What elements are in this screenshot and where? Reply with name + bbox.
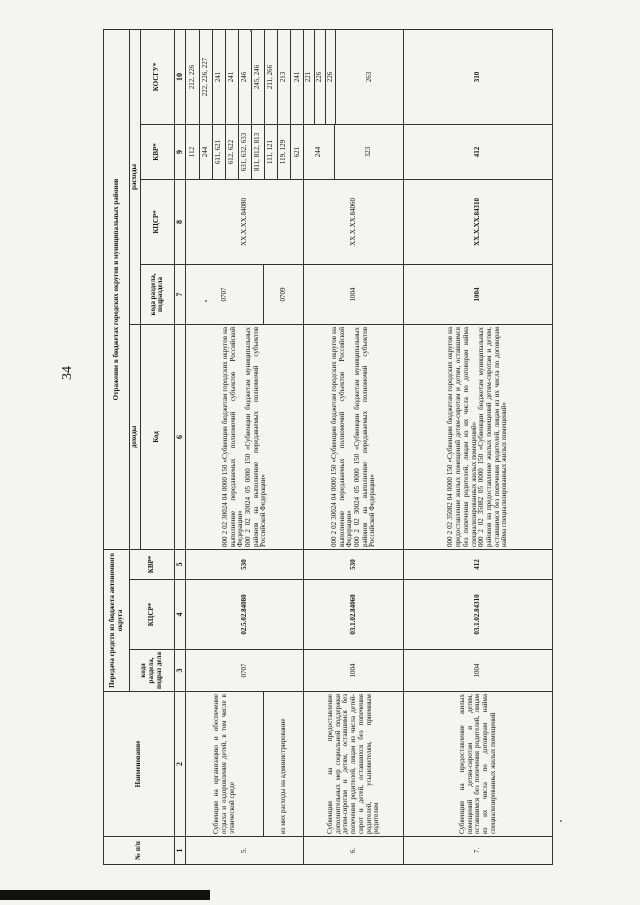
col-name-header: Наименование bbox=[104, 692, 175, 837]
row-kvr: 530 bbox=[304, 549, 404, 579]
table-row bbox=[404, 29, 553, 864]
row-number: 6. bbox=[304, 837, 404, 865]
transfer-header: Передача средств из бюджета автономного округа bbox=[104, 549, 130, 691]
col-code-header: Код bbox=[140, 324, 174, 549]
col-number: 6 bbox=[174, 324, 186, 549]
page-number: 34 bbox=[60, 366, 75, 380]
row-name: Субвенции на предоставление жилых помещений детям-сиротам и детям, оставшимся без попечения родителей, лицам из их числа по договорам найма специализированных жилых помещений bbox=[404, 692, 553, 837]
row-exp-section: 0707 bbox=[186, 264, 264, 324]
kosgu-item: 246 bbox=[238, 30, 251, 124]
row-kosgu-list bbox=[304, 29, 404, 124]
kvr-item: 631, 632, 633 bbox=[238, 125, 251, 179]
col-no-header: № п/п bbox=[104, 837, 175, 865]
rotated-table-wrapper bbox=[103, 30, 553, 865]
row-income-code bbox=[304, 324, 404, 549]
table-row bbox=[304, 29, 404, 864]
kvr-item: 611, 621 bbox=[212, 125, 225, 179]
row-kosgu: 310 bbox=[404, 29, 553, 124]
col-kvr-header: КВР* bbox=[130, 549, 175, 579]
scan-speck bbox=[560, 820, 562, 822]
income-code-district: 000 2 02 30024 05 0000 150 «Субвенции бюджетам муниципальных районов на выполнение передаваемых полномочий субъектов Российской Федерации» bbox=[352, 326, 377, 547]
kvr-item: 244 bbox=[199, 125, 212, 179]
row-kvr-list bbox=[304, 124, 404, 179]
kvr-item: 119, 129 bbox=[277, 125, 290, 179]
kosgu-item: 241 bbox=[290, 30, 303, 124]
col-number: 9 bbox=[174, 124, 186, 179]
col-kcsr2-header: КЦСР* bbox=[140, 179, 174, 264]
kosgu-item: 213 bbox=[277, 30, 290, 124]
income-header: доходы bbox=[130, 324, 141, 549]
row-exp-kcsr: XX.X.XX.84060 bbox=[304, 179, 404, 264]
kvr-item: 112 bbox=[187, 146, 196, 158]
row-code-section: 0707 bbox=[186, 650, 304, 692]
row-exp-kvr: 412 bbox=[404, 124, 553, 179]
income-code-district: 000 2 02 35082 05 0000 150 «Субвенции бюджетам муниципальных районов на предоставление жилых помещений детям-сиротам и детям, оставшимся без попечения родителей, лицам из их числа по договорам найма специализированных жилых помещений» bbox=[477, 326, 509, 547]
row-name: Субвенции на предоставление дополнительных мер социальной поддержки детям-сиротам и детям, оставшимся без попечения родителей, лицам из числа детей-сирот и детей, оставшихся без попечения родителей, усыновителям, приемным родителям bbox=[304, 692, 404, 837]
row-code-section: 1004 bbox=[404, 650, 553, 692]
kosgu-item: 222, 226, 227 bbox=[199, 30, 212, 124]
scan-speck bbox=[205, 300, 207, 302]
row-exp-section: 1004 bbox=[404, 264, 553, 324]
col-number: 8 bbox=[174, 179, 186, 264]
kosgu-item: 226 bbox=[314, 30, 325, 124]
row-exp-section-sub: 0709 bbox=[264, 264, 304, 324]
col-number: 2 bbox=[174, 692, 186, 837]
kvr-item: 244 bbox=[314, 146, 323, 158]
row-code-section: 1004 bbox=[304, 650, 404, 692]
col-code-section2-header: кода раздела, подраздела bbox=[140, 264, 174, 324]
income-code-urban: 000 2 02 35082 04 0000 150 «Субвенции бюджетам городских округов на предоставление жилых помещений детям-сиротам и детям, оставшимся без попечения родителей, лицам из их числа по договорам найма специализированных жилых помещений» bbox=[446, 326, 478, 547]
kosgu-item: 241 bbox=[225, 30, 238, 124]
kosgu-item: 226 bbox=[325, 30, 336, 124]
row-exp-kcsr: XX.X.XX.84080 bbox=[186, 179, 304, 264]
kosgu-item: 221 bbox=[304, 71, 313, 83]
row-kosgu-list bbox=[186, 29, 304, 124]
scan-speck bbox=[250, 30, 252, 32]
row-kvr-list bbox=[186, 124, 304, 179]
scan-edge-mark bbox=[0, 890, 210, 900]
row-number: 5. bbox=[186, 837, 304, 865]
row-income-code bbox=[404, 324, 553, 549]
col-number: 4 bbox=[174, 580, 186, 650]
col-kosgu-header: КОСГУ* bbox=[140, 29, 174, 124]
row-income-code bbox=[186, 324, 304, 549]
col-kcsr-header: КЦСР* bbox=[130, 580, 175, 650]
col-number: 1 bbox=[174, 837, 186, 865]
row-name: Субвенции на организацию и обеспечение отдыха и оздоровления детей, в том числе в этнической среде bbox=[186, 692, 264, 837]
col-number: 5 bbox=[174, 549, 186, 579]
income-code-urban: 000 2 02 30024 04 0000 150 «Субвенции бюджетам городских округов на выполнение передаваемых полномочий субъектов Российской Федерации» bbox=[220, 326, 245, 547]
row-kcsr: 02.5.02.84080 bbox=[186, 580, 304, 650]
kvr-item: 323 bbox=[334, 125, 404, 179]
row-exp-kcsr: XX.X.XX.84310 bbox=[404, 179, 553, 264]
table-row bbox=[186, 29, 264, 864]
income-code-urban: 000 2 02 30024 04 0000 150 «Субвенции бюджетам городских округов на выполнение передаваемых полномочий субъектов Российской Федерации» bbox=[329, 326, 354, 547]
col-number: 10 bbox=[174, 29, 186, 124]
kosgu-item: 241 bbox=[212, 30, 225, 124]
kvr-item: 811, 812, 813 bbox=[251, 125, 264, 179]
kosgu-item: 245, 246 bbox=[251, 30, 264, 124]
expense-header: расходы bbox=[130, 29, 141, 324]
kosgu-item: 263 bbox=[335, 30, 403, 124]
row-kvr: 530 bbox=[186, 549, 304, 579]
kvr-item: 621 bbox=[290, 125, 303, 179]
row-kcsr: 03.1.02.84310 bbox=[404, 580, 553, 650]
kvr-item: 111, 121 bbox=[264, 125, 277, 179]
row-kcsr: 03.1.02.84060 bbox=[304, 580, 404, 650]
row-kvr: 412 bbox=[404, 549, 553, 579]
col-number: 7 bbox=[174, 264, 186, 324]
row-exp-section: 1004 bbox=[304, 264, 404, 324]
col-number: 3 bbox=[174, 650, 186, 692]
row-number: 7. bbox=[404, 837, 553, 865]
kosgu-item: 212, 226 bbox=[187, 64, 196, 90]
kosgu-item: 211, 266 bbox=[264, 30, 277, 124]
reflection-header: Отражение в бюджетах городских округов и муниципальных районов bbox=[104, 29, 130, 549]
col-code-section-header: кода раздела, подраз дела bbox=[130, 650, 175, 692]
col-kvr2-header: КВР* bbox=[140, 124, 174, 179]
income-code-district: 000 2 02 30024 05 0000 150 «Субвенции бюджетам муниципальных районов на выполнение передаваемых полномочий субъектов Российской Федерации» bbox=[243, 326, 268, 547]
kvr-item: 612, 622 bbox=[225, 125, 238, 179]
row-name-sub: из них расходы на администрирование bbox=[264, 692, 304, 837]
budget-table bbox=[103, 29, 553, 865]
